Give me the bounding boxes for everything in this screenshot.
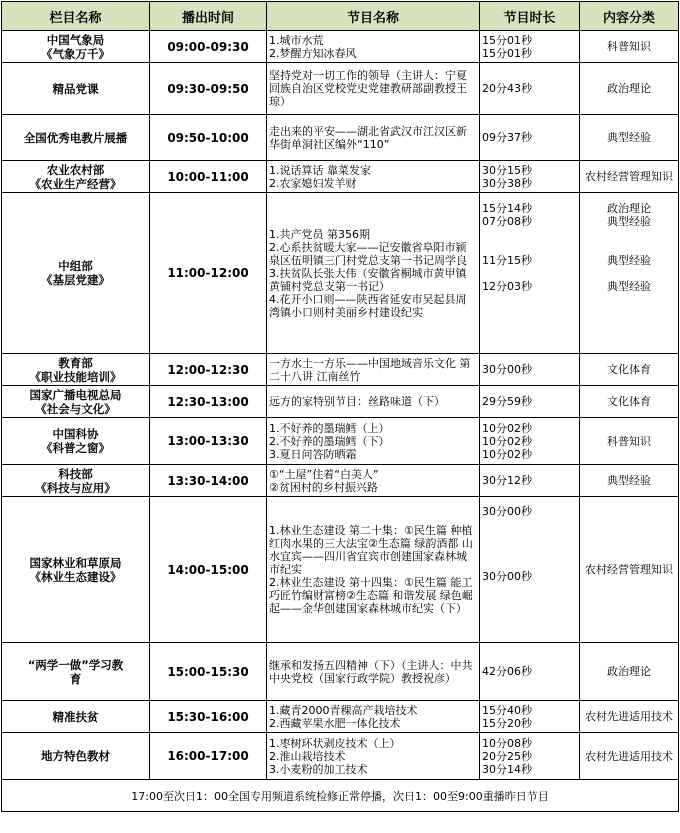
program-cell [267, 701, 480, 733]
category-cell [580, 193, 679, 354]
duration-cell: 09分37秒 [480, 115, 580, 161]
column-name-cell: 精品党课 [2, 63, 150, 115]
program-item: ②贫困村的乡村振兴路 [269, 480, 378, 494]
program-item: 4.花开小口则——陕西省延安市吴起县周湾镇小口则村美丽乡村建设纪实 [269, 292, 467, 319]
category-item: 政治理论 [607, 202, 651, 215]
duration-cell [480, 193, 580, 354]
duration-cell: 20分43秒 [480, 63, 580, 115]
air-time-cell: 09:00-09:30 [150, 31, 267, 63]
table-row [2, 497, 679, 643]
category-item: 典型经验 [607, 280, 651, 293]
duration-cell [480, 161, 580, 193]
column-name-line: 育 [69, 671, 82, 686]
program-item: 2.林业生态建设 第十四集：①民生篇 能工巧匠竹编财富榜②生态篇 和谐发展 绿色崛起——金华创建国家森林城市纪实（下） [269, 576, 473, 615]
spacer [582, 241, 676, 254]
air-time-cell: 14:00-15:00 [150, 497, 267, 643]
category-cell: 农村经营管理知识 [580, 161, 679, 193]
duration-cell [480, 497, 580, 643]
air-time-cell: 13:30-14:00 [150, 465, 267, 497]
program-cell [267, 115, 480, 161]
table-row [2, 31, 679, 63]
footer-note: 17:00至次日1：00全国专用频道系统检修正常停播，次日1：00至9:00重播昨日节目 [2, 780, 679, 812]
spacer [482, 531, 577, 544]
program-item: 1.共产党员 第356期 [269, 227, 370, 241]
program-cell [267, 354, 480, 386]
duration-cell [480, 733, 580, 780]
program-cell [267, 497, 480, 643]
duration-item: 10分08秒 [482, 736, 532, 750]
spacer [482, 241, 577, 254]
air-time-cell: 16:00-17:00 [150, 733, 267, 780]
category-cell: 政治理论 [580, 643, 679, 701]
column-name-cell: 全国优秀电教片展播 [2, 115, 150, 161]
column-name-line: 《基层党建》 [41, 273, 110, 287]
program-item: 远方的家特别节目：丝路味道（下） [269, 395, 445, 408]
program-item: 走出来的平安——湖北省武汉市江汉区新华街单洞社区编外“110” [269, 124, 467, 151]
category-item: 典型经验 [607, 254, 651, 267]
program-item: 3.扶贫队长张大伟（安徽省桐城市黄甲镇黄铺村党总支第一书记） [269, 266, 467, 293]
table-row [2, 386, 679, 418]
duration-cell: 29分59秒 [480, 386, 580, 418]
table-row [2, 354, 679, 386]
duration-item: 10分02秒 [482, 434, 532, 448]
duration-item: 15分01秒 [482, 46, 532, 60]
header-air-time: 播出时间 [150, 2, 267, 31]
program-item: 1.藏青2000青稞高产栽培技术 [269, 703, 418, 717]
column-name-line: 中组部 [58, 259, 93, 273]
column-name-line: 《气象万千》 [41, 46, 110, 61]
air-time-cell: 12:30-13:00 [150, 386, 267, 418]
program-item: 3.小麦粉的加工技术 [269, 762, 368, 776]
column-name-line: “两学一做”学习教 [27, 657, 124, 672]
program-item: 继承和发扬五四精神（下）（主讲人：中共中央党校（国家行政学院）教授祝彦） [269, 658, 473, 685]
category-cell: 农村经营管理知识 [580, 497, 679, 643]
table-row [2, 418, 679, 465]
program-cell [267, 465, 480, 497]
header-category: 内容分类 [580, 2, 679, 31]
duration-item: 30分00秒 [482, 505, 532, 518]
duration-cell [480, 701, 580, 733]
column-name-line: 国家广播电视总局 [29, 387, 122, 402]
air-time-cell: 09:30-09:50 [150, 63, 267, 115]
program-cell [267, 643, 480, 701]
table-row [2, 63, 679, 115]
program-item: 2.西藏苹果水肥一体化技术 [269, 716, 401, 730]
program-cell [267, 63, 480, 115]
air-time-cell: 15:30-16:00 [150, 701, 267, 733]
air-time-cell: 13:00-13:30 [150, 418, 267, 465]
duration-cell: 42分06秒 [480, 643, 580, 701]
program-item: 2.不好养的墨瑞鳕（下） [269, 434, 390, 448]
category-item: 典型经验 [607, 215, 651, 228]
duration-item: 15分01秒 [482, 33, 532, 47]
table-row [2, 733, 679, 780]
table-row [2, 193, 679, 354]
air-time-cell: 10:00-11:00 [150, 161, 267, 193]
column-name-cell [2, 497, 150, 643]
air-time-cell: 15:00-15:30 [150, 643, 267, 701]
duration-item: 12分03秒 [482, 280, 532, 293]
duration-item: 10分02秒 [482, 421, 532, 435]
spacer [482, 557, 577, 570]
duration-cell: 30分00秒 [480, 354, 580, 386]
column-name-cell [2, 193, 150, 354]
table-row [2, 465, 679, 497]
duration-item: 30分14秒 [482, 762, 532, 776]
program-cell [267, 733, 480, 780]
program-item: ①“土屋”住着“白美人” [269, 467, 379, 481]
column-name-line: 科技部 [58, 466, 93, 481]
column-name-cell [2, 643, 150, 701]
header-program-name: 节目名称 [267, 2, 480, 31]
program-cell [267, 161, 480, 193]
header-duration: 节目时长 [480, 2, 580, 31]
column-name-cell [2, 465, 150, 497]
table-row [2, 643, 679, 701]
duration-item: 20分25秒 [482, 749, 532, 763]
duration-item: 15分14秒 [482, 202, 532, 215]
duration-item: 07分08秒 [482, 215, 532, 228]
column-name-line: 中国气象局 [46, 32, 105, 47]
program-item: 坚持党对一切工作的领导（主讲人：宁夏回族自治区党校党史党建教研部副教授王琼） [269, 69, 467, 108]
duration-item: 10分02秒 [482, 447, 532, 461]
column-name-line: 《社会与文化》 [35, 401, 116, 416]
program-item: 2.梦醒方知冰春风 [269, 46, 357, 60]
column-name-line: 教育部 [58, 355, 93, 370]
air-time-cell: 12:00-12:30 [150, 354, 267, 386]
table-row [2, 701, 679, 733]
duration-cell [480, 31, 580, 63]
header-column-name: 栏目名称 [2, 2, 150, 31]
column-name-line: 国家林业和草原局 [29, 555, 122, 570]
program-cell [267, 31, 480, 63]
column-name-line: 《科技与应用》 [35, 480, 116, 495]
category-cell: 农村先进适用技术 [580, 733, 679, 780]
category-cell: 科普知识 [580, 31, 679, 63]
category-cell: 典型经验 [580, 465, 679, 497]
spacer [582, 267, 676, 280]
program-cell [267, 418, 480, 465]
duration-cell: 30分12秒 [480, 465, 580, 497]
column-name-line: 《科普之窗》 [41, 441, 110, 455]
column-name-line: 农业农村部 [46, 162, 105, 177]
program-cell [267, 193, 480, 354]
duration-item: 15分40秒 [482, 703, 532, 717]
category-cell: 典型经验 [580, 115, 679, 161]
air-time-cell: 11:00-12:00 [150, 193, 267, 354]
duration-item: 15分20秒 [482, 716, 532, 730]
column-name-cell [2, 31, 150, 63]
column-name-line: 《农业生产经营》 [29, 176, 122, 191]
duration-item: 30分38秒 [482, 176, 532, 190]
column-name-line: 中国科协 [52, 427, 99, 441]
spacer [482, 544, 577, 557]
column-name-cell [2, 161, 150, 193]
column-name-line: 《职业技能培训》 [29, 369, 122, 384]
table-row [2, 161, 679, 193]
program-item: 1.不好养的墨瑞鳕（上） [269, 421, 390, 435]
schedule-table [1, 1, 679, 812]
column-name-cell: 精准扶贫 [2, 701, 150, 733]
category-cell: 文化体育 [580, 386, 679, 418]
duration-item: 30分15秒 [482, 163, 532, 177]
column-name-cell [2, 418, 150, 465]
program-item: 一方水土一方乐——中国地域音乐文化 第二十八讲 江南丝竹 [269, 356, 471, 383]
category-cell: 文化体育 [580, 354, 679, 386]
spacer [482, 518, 577, 531]
program-item: 3.夏日问答防晒霜 [269, 447, 357, 461]
program-item: 2.心系扶贫暖大家——记安徽省阜阳市颍泉区伍明镇三门村党总支第一书记周学良 [269, 240, 467, 267]
program-item: 1.枣树环状剥皮技术（上） [269, 736, 401, 750]
spacer [582, 228, 676, 241]
category-cell: 科普知识 [580, 418, 679, 465]
duration-item: 11分15秒 [482, 254, 532, 267]
program-item: 2.淮山栽培技术 [269, 749, 346, 763]
program-item: 1.林业生态建设 第二十集：①民生篇 种植红肉水果的三大法宝②生态篇 绿韵酒都 山水宜宾——四川省宜宾市创建国家森林城市纪实 [269, 524, 473, 576]
spacer [482, 267, 577, 280]
column-name-cell [2, 354, 150, 386]
category-cell: 农村先进适用技术 [580, 701, 679, 733]
table-row [2, 115, 679, 161]
program-item: 1.说话算话 靠菜发家 [269, 163, 371, 177]
column-name-cell [2, 386, 150, 418]
program-item: 2.农家媳妇发羊财 [269, 176, 357, 190]
duration-cell [480, 418, 580, 465]
spacer [482, 228, 577, 241]
column-name-cell: 地方特色教材 [2, 733, 150, 780]
air-time-cell: 09:50-10:00 [150, 115, 267, 161]
program-cell [267, 386, 480, 418]
duration-item: 30分00秒 [482, 570, 532, 583]
footer-row [2, 780, 679, 812]
column-name-line: 《林业生态建设》 [29, 569, 122, 584]
header-row [2, 2, 679, 31]
category-cell: 政治理论 [580, 63, 679, 115]
program-item: 1.城市水荒 [269, 33, 324, 47]
